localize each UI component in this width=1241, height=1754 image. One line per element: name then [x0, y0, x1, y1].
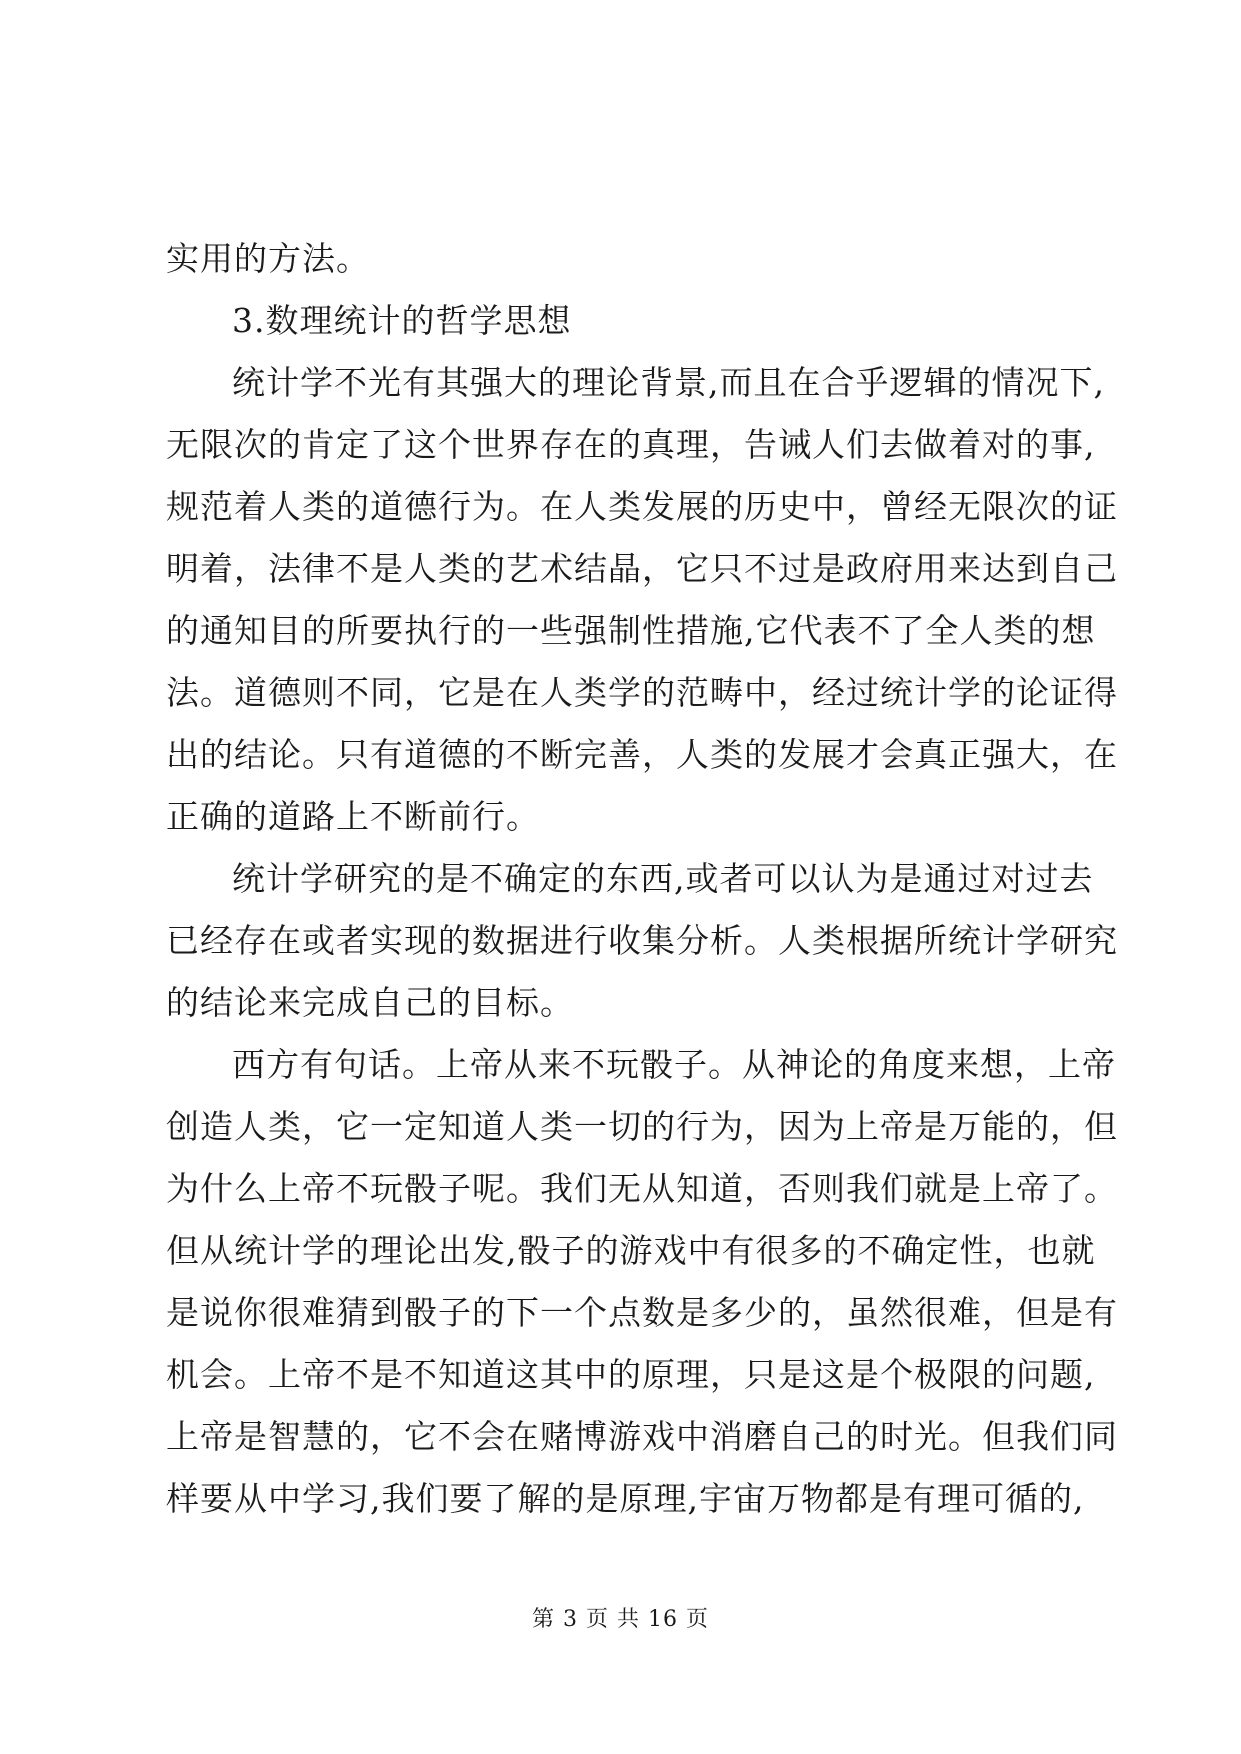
- text-line: 无限次的肯定了这个世界存在的真理，告诫人们去做着对的事,: [166, 425, 1096, 464]
- text-line: 正确的道路上不断前行。: [166, 797, 540, 836]
- text-line: 的通知目的所要执行的一些强制性措施,它代表不了全人类的想: [166, 611, 1096, 650]
- text-line: 已经存在或者实现的数据进行收集分析。人类根据所统计学研究: [166, 921, 1118, 960]
- text-line: 但从统计学的理论出发,骰子的游戏中有很多的不确定性，也就: [166, 1231, 1096, 1270]
- section-heading: 3.数理统计的哲学思想: [232, 301, 572, 340]
- text-line: 统计学研究的是不确定的东西,或者可以认为是通过对过去: [232, 859, 1094, 898]
- text-line: 为什么上帝不玩骰子呢。我们无从知道，否则我们就是上帝了。: [166, 1169, 1118, 1208]
- page-number-footer: 第 3 页 共 16 页: [532, 1607, 709, 1632]
- text-line: 上帝是智慧的，它不会在赌博游戏中消磨自己的时光。但我们同: [166, 1417, 1118, 1456]
- document-body: [166, 228, 1126, 1530]
- text-line: 机会。上帝不是不知道这其中的原理，只是这是个极限的问题,: [166, 1355, 1096, 1394]
- text-line: 是说你很难猜到骰子的下一个点数是多少的，虽然很难，但是有: [166, 1293, 1118, 1332]
- text-line: 明着，法律不是人类的艺术结晶，它只不过是政府用来达到自己: [166, 549, 1118, 588]
- text-line: 创造人类，它一定知道人类一切的行为，因为上帝是万能的，但: [166, 1107, 1118, 1146]
- text-line: 样要从中学习,我们要了解的是原理,宇宙万物都是有理可循的,: [166, 1479, 1085, 1518]
- text-line: 统计学不光有其强大的理论背景,而且在合乎逻辑的情况下,: [232, 363, 1105, 402]
- text-line: 法。道德则不同，它是在人类学的范畴中，经过统计学的论证得: [166, 673, 1118, 712]
- text-line: 出的结论。只有道德的不断完善，人类的发展才会真正强大，在: [166, 735, 1118, 774]
- text-line: 西方有句话。上帝从来不玩骰子。从神论的角度来想，上帝: [232, 1045, 1116, 1084]
- text-line: 的结论来完成自己的目标。: [166, 983, 574, 1022]
- text-line: 实用的方法。: [166, 239, 370, 278]
- text-line: 规范着人类的道德行为。在人类发展的历史中，曾经无限次的证: [166, 487, 1118, 526]
